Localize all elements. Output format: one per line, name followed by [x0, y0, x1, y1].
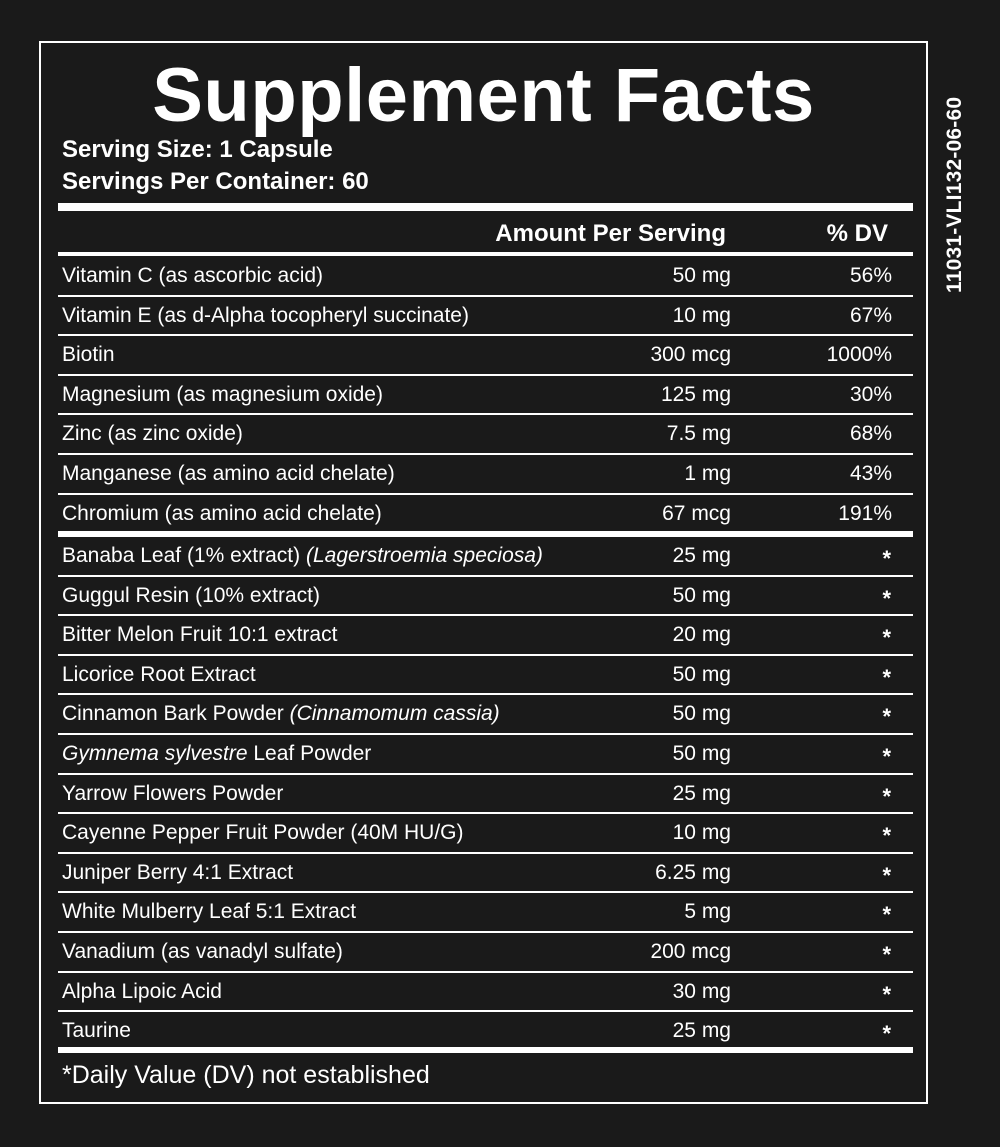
ingredient-row	[58, 973, 913, 1013]
nutrient-name: Manganese (as amino acid chelate)	[62, 462, 395, 485]
ingredient-row	[58, 616, 913, 656]
ingredient-name	[62, 775, 283, 813]
nutrient-dv: 30%	[849, 382, 892, 406]
ingredient-amount: 6.25 mg	[655, 860, 731, 884]
ingredient-name	[62, 735, 371, 773]
ingredient-name	[62, 656, 256, 694]
ingredient-row	[58, 656, 913, 696]
dv-not-established-mark: *	[882, 664, 891, 690]
nutrient-amount: 10 mg	[672, 303, 731, 327]
ingredient-row	[58, 537, 913, 577]
ingredient-row	[58, 735, 913, 775]
dv-not-established-mark: *	[882, 981, 891, 1007]
header-rule	[58, 252, 913, 256]
dv-not-established-mark: *	[882, 744, 891, 769]
ingredient-name	[62, 933, 343, 971]
ingredient-name-text: Banaba Leaf (1% extract)	[62, 544, 306, 567]
ingredient-name	[62, 814, 464, 852]
ingredient-name-text: Alpha Lipoic Acid	[62, 979, 222, 1003]
ingredient-amount: 25 mg	[672, 781, 731, 805]
dv-not-established-mark: *	[882, 862, 891, 888]
nutrient-dv: 43%	[849, 462, 892, 485]
ingredient-row	[58, 933, 913, 973]
ingredient-amount: 10 mg	[672, 821, 731, 845]
ingredient-amount: 25 mg	[672, 1019, 731, 1043]
nutrient-amount: 125 mg	[660, 382, 731, 406]
ingredient-name	[62, 893, 356, 931]
ingredient-name-suffix: Leaf Powder	[247, 742, 372, 765]
nutrient-name: Vitamin C (as ascorbic acid)	[62, 264, 324, 287]
ingredient-latin-name: (Cinnamomum cassia)	[289, 702, 500, 726]
dv-not-established-mark: *	[882, 783, 891, 809]
panel-title: Supplement Facts	[152, 53, 815, 138]
nutrient-row	[58, 415, 913, 455]
ingredient-name	[62, 1012, 131, 1050]
nutrient-row	[58, 297, 913, 337]
ingredient-row	[58, 814, 913, 854]
ingredient-name	[62, 577, 320, 615]
ingredient-row	[58, 893, 913, 933]
top-rule	[58, 203, 913, 211]
nutrient-row	[58, 455, 913, 495]
dv-not-established-mark: *	[882, 1021, 891, 1047]
bottom-rule	[58, 1047, 913, 1053]
nutrient-name: Magnesium (as magnesium oxide)	[62, 382, 383, 406]
nutrient-amount: 300 mcg	[650, 343, 731, 367]
nutrient-dv: 68%	[849, 422, 892, 446]
nutrient-row	[58, 336, 913, 376]
nutrient-amount: 50 mg	[672, 264, 731, 287]
ingredient-name-text: Vanadium (as vanadyl sulfate)	[62, 940, 343, 963]
ingredient-name-text: Licorice Root Extract	[62, 662, 256, 686]
ingredient-amount: 25 mg	[672, 544, 731, 567]
supplement-facts-panel	[39, 41, 928, 1104]
nutrient-amount: 7.5 mg	[666, 422, 731, 446]
ingredient-amount: 5 mg	[684, 900, 731, 924]
nutrient-name: Chromium (as amino acid chelate)	[62, 501, 382, 525]
nutrient-dv: 67%	[849, 303, 892, 327]
servings-per-container: Servings Per Container: 60	[62, 168, 369, 195]
amount-header: Amount Per Serving	[495, 220, 726, 247]
nutrient-amount: 67 mcg	[662, 501, 731, 525]
dv-not-established-mark: *	[882, 625, 891, 651]
dv-not-established-mark: *	[882, 704, 891, 730]
footnote: *Daily Value (DV) not established	[62, 1061, 430, 1089]
ingredient-name	[62, 695, 500, 733]
serving-size: Serving Size: 1 Capsule	[62, 136, 333, 163]
lot-code-text: 11031-VLI132-06-60	[943, 96, 966, 293]
dv-not-established-mark: *	[882, 902, 891, 928]
ingredient-amount: 50 mg	[672, 583, 731, 607]
ingredient-name-text: Juniper Berry 4:1 Extract	[62, 860, 294, 884]
dv-not-established-mark: *	[882, 823, 891, 849]
ingredient-name-text: Guggul Resin (10% extract)	[62, 583, 320, 607]
nutrient-row	[58, 376, 913, 416]
ingredient-name	[62, 616, 337, 654]
ingredient-name-text: Bitter Melon Fruit 10:1 extract	[62, 623, 338, 647]
ingredient-name-text: Cinnamon Bark Powder	[62, 702, 290, 726]
ingredient-amount: 200 mcg	[650, 940, 731, 963]
dv-header: % DV	[826, 220, 888, 247]
nutrient-row	[58, 495, 913, 535]
ingredient-row	[58, 775, 913, 815]
nutrient-dv: 191%	[838, 501, 892, 525]
dv-not-established-mark: *	[882, 585, 891, 611]
nutrient-name: Biotin	[62, 343, 115, 367]
ingredient-amount: 50 mg	[672, 742, 731, 765]
ingredient-amount: 50 mg	[672, 662, 731, 686]
nutrient-amount: 1 mg	[684, 462, 731, 485]
nutrient-dv: 56%	[849, 264, 892, 287]
ingredient-latin-name: (Lagerstroemia speciosa)	[305, 544, 543, 567]
ingredient-row	[58, 854, 913, 894]
ingredient-name	[62, 973, 222, 1011]
ingredient-row	[58, 1012, 913, 1052]
ingredient-name	[62, 537, 543, 575]
dv-not-established-mark: *	[882, 942, 891, 967]
ingredient-name-text: Taurine	[62, 1019, 131, 1043]
ingredient-amount: 20 mg	[672, 623, 731, 647]
ingredient-name	[62, 854, 293, 892]
ingredient-row	[58, 577, 913, 617]
ingredient-name-text: Cayenne Pepper Fruit Powder (40M HU/G)	[62, 821, 464, 845]
nutrient-dv: 1000%	[826, 343, 892, 367]
ingredient-latin-name: Gymnema sylvestre	[62, 742, 248, 765]
nutrient-row	[58, 257, 913, 297]
ingredient-row	[58, 695, 913, 735]
nutrient-name: Zinc (as zinc oxide)	[62, 422, 243, 446]
nutrient-name: Vitamin E (as d-Alpha tocopheryl succinate)	[62, 303, 469, 327]
ingredient-amount: 50 mg	[672, 702, 731, 726]
ingredient-amount: 30 mg	[672, 979, 731, 1003]
dv-not-established-mark: *	[882, 546, 891, 571]
ingredient-name-text: White Mulberry Leaf 5:1 Extract	[62, 900, 357, 924]
ingredient-name-text: Yarrow Flowers Powder	[62, 781, 284, 805]
